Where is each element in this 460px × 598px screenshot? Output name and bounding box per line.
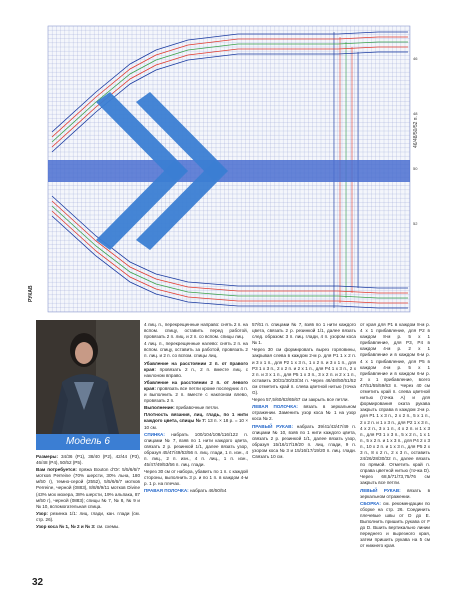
paragraph: вязать в зеркальном отражении. Заменить узор коса № 1 на узор коса № 2.: [252, 404, 356, 422]
size-tick: 50: [413, 166, 418, 171]
paragraph: 13 п. × 18 р. = 10 × 10 см.: [144, 418, 249, 430]
pattern-text: резинка 1/1: лиц. глади, кан. глади (см. стр. 26).: [36, 510, 140, 522]
paragraph: набрать 100/104/108/116/122 п. спицами № 7, взяв по 1 нити каждого цвета, связать 2 р. резинкой 1/1, далее вязать узор, образуя 45/47/49/53/56 п. лиц. глади, 1 п. изн., 4 п. лиц., 2 п. изн., 4 п. лиц., 1 п. изн., 45/47/49/53/56 п. лиц. глади.: [144, 431, 248, 468]
paragraph: Через 30 см формировать вырез горловины, закрывая слева в каждом 2-м р. для Р1 1 х 2 п. и 3 х 1 п., для Р2 1 х 3 п., 1 х 2 п. и 3 х 1 п., для Р3 1 х 3 п., 2 х 2 п. и 2 х 1 п., для Р4 1 х 3 п., 2 х 2 п. и 3 х 1 п., для Р5 1 х 3 п., 3 х 2 п. и 2 х 1 п., оставить 30/31/30/33/34 п. Через 46/48/50/51/52 см отметить край п. слева цветной нитью (точка G).: [252, 347, 356, 396]
paragraph: провязать 2 п., 2 п. вместе лиц. с наклоном вправо.: [144, 366, 248, 378]
section-heading: ПРАВЫЙ РУКАВ:: [252, 423, 294, 429]
sizes-label: Размеры:: [36, 454, 58, 459]
braid-label: Узор коса № 1, № 2 и № 3:: [36, 524, 96, 530]
paragraph: вязать в зеркальном отражении.: [360, 487, 431, 499]
paragraph: 4 лиц. п., перекрещенные налево: снять 2 п. на вспом. спицу, оставить за работой, провязать 2 п. лиц. и 2 п. со вспом. спицы лиц.: [144, 341, 248, 359]
page-number: 32: [32, 577, 44, 588]
pattern-label: Узор:: [36, 510, 48, 516]
size-tick: 46: [413, 56, 418, 61]
heading: Плотность вязания, лиц. гладь, по 1 нити каждого цвета, спицы № 7:: [144, 412, 248, 424]
paragraph: Через 57,5/60/63/65/67 см закрыть все петли.: [252, 397, 349, 403]
paragraph: см. рекомендации по сборке на стр. 26. Соединить плечевые швы от D до E. Выполнить пришить рукава от F до D. Вшить вертикально линии переднего и вырезного края, затем пришить рукава на 5 см от нижнего края.: [360, 500, 430, 549]
paragraph: набрать 39/41/43/47/49 п. спицами № 10, взяв по 1 нити каждого цвета, связать 2 р. резинкой 1/1, далее вязать узор, образуя 15/16/17/19/20 п. лиц. глади, 9 п. узором коса № 3 и 15/16/17/19/20 п. лиц. глади. Связать 10 см.: [252, 423, 356, 459]
heading: Убавление на расстоянии 2 п. от левого края:: [144, 379, 248, 391]
heading: Выполнение:: [144, 405, 175, 411]
size-tick: 48: [413, 111, 418, 116]
paragraph: от края для Р1 в каждом 8-м р. 4 х 1 прибавление, для Р2 в каждом 8-м р. 5 х 1 прибавление, для Р3, Р4 в каждом 4-м р. 2 х 1 прибавление и в каждом 6-м р. 4 х 1 прибавление, для Р5 в каждом 4-м р. 5 х 1 прибавление и в каждом 6-м р. 2 х 1 прибавление, всего 47/51/55/59/63 п. Через 40 см отметить край п. слева цветной нитью (точка А) и для формирования окатa рукава закрыть справа в каждом 2-м р. для Р1 1 х 3 п., 2 х 2 п., 5 х 1 п., 2 х 2 п. и 1 х 3 п., для Р2 1 х 3 п., 4 х 2 п., 3 х 1 п., 4 х 2 п. и 1 х 3 п., для Р3 1 х 3 п., 5 х 2 п., 1 х 1 п., 5 х 2 п. и 1 х 3 п., для Р4 2 х 3 п., 10 х 2 п. и 1 х 3 п., для Р5 2 х 3 п., 8 х 2 п., 2 х 3 п., оставить 24/26/28/30/32 п., далее вязать по прямой. Отметить край п. справа цветной нитью (точка D). Через 68,5/71/73,75/76 см закрыть все петли.: [360, 322, 430, 486]
sleeve-label: РУКАВ: [28, 285, 34, 302]
knitting-chart: [38, 20, 428, 318]
section-heading: СБОРКА:: [360, 500, 381, 506]
text-column-1: [36, 454, 140, 531]
paragraph: Через 30 см от набора, убавить по 1 п. с каждой стороны, выполнить 3 р. и по 1 п. в каждом 4-м р. 1 р. на плечах.: [144, 469, 248, 487]
model-photo: [36, 320, 140, 450]
section-heading: ЛЕВАЯ ПОЛОЧКА:: [252, 404, 298, 410]
braid-text: см. схемы.: [96, 524, 120, 530]
sizes-text: 34/36 (P1), 38/40 (P2), 42/44 (P3), 46/48 (P4), 50/52 (P5).: [36, 454, 141, 466]
section-heading: ПРАВАЯ ПОЛОЧКА:: [144, 488, 189, 494]
paragraph: 4 лиц. п., перекрещенные направо: снять 2 п. на вспом. спицу, оставить перед работой, провязать 2 п. лиц. и 2 п. со вспом. спицы лиц.: [144, 322, 248, 340]
paragraph: провязать все петли кроме последних 4 п. и выполнить 2 п. вместе с наклоном влево, провязать 2 п.: [144, 385, 248, 404]
heading: Убавление на расстоянии 2 п. от правого края:: [144, 360, 248, 372]
text-column-3: [252, 322, 356, 461]
size-tick: 52: [413, 221, 418, 226]
section-heading: СПИНКА:: [144, 431, 165, 437]
section-heading: ЛЕВЫЙ РУКАВ:: [360, 487, 401, 493]
paragraph: 57/61 п. спицами № 7, взяв по 1 нити каждого цвета, связать 2 р. резинкой 1/1, далее вязать след. образом: 3 п. лиц. глади, 4 п. узором коса № 1.: [252, 322, 356, 346]
center-band: [48, 160, 410, 182]
text-column-2: [144, 322, 248, 496]
materials-label: Вам потребуется:: [36, 467, 77, 473]
paragraph: набрать 46/50/54: [189, 488, 227, 494]
paragraph: прибавочные петли.: [175, 405, 219, 411]
text-column-4: [360, 322, 430, 550]
materials-text: пряжа Bouton d'Or: 5/5/6/6/7 мотков Perreine (70% шерсти, 30% льна, 180 м/50 г), темно-серой (2552), 5/5/6/6/7 мотков Perreine, черной (0883), 8/8/8/9/11 мотков Divine (43% мох мохера, 38% шерсти, 19% альпака, 87 м/50 г), черной (0883); спицы № 7, № 8, № 9 и № 10, вспомогательная спица.: [36, 467, 141, 509]
model-tag: Модель 6: [36, 434, 140, 450]
size-label: 46/48/50/52 п.: [413, 116, 419, 148]
